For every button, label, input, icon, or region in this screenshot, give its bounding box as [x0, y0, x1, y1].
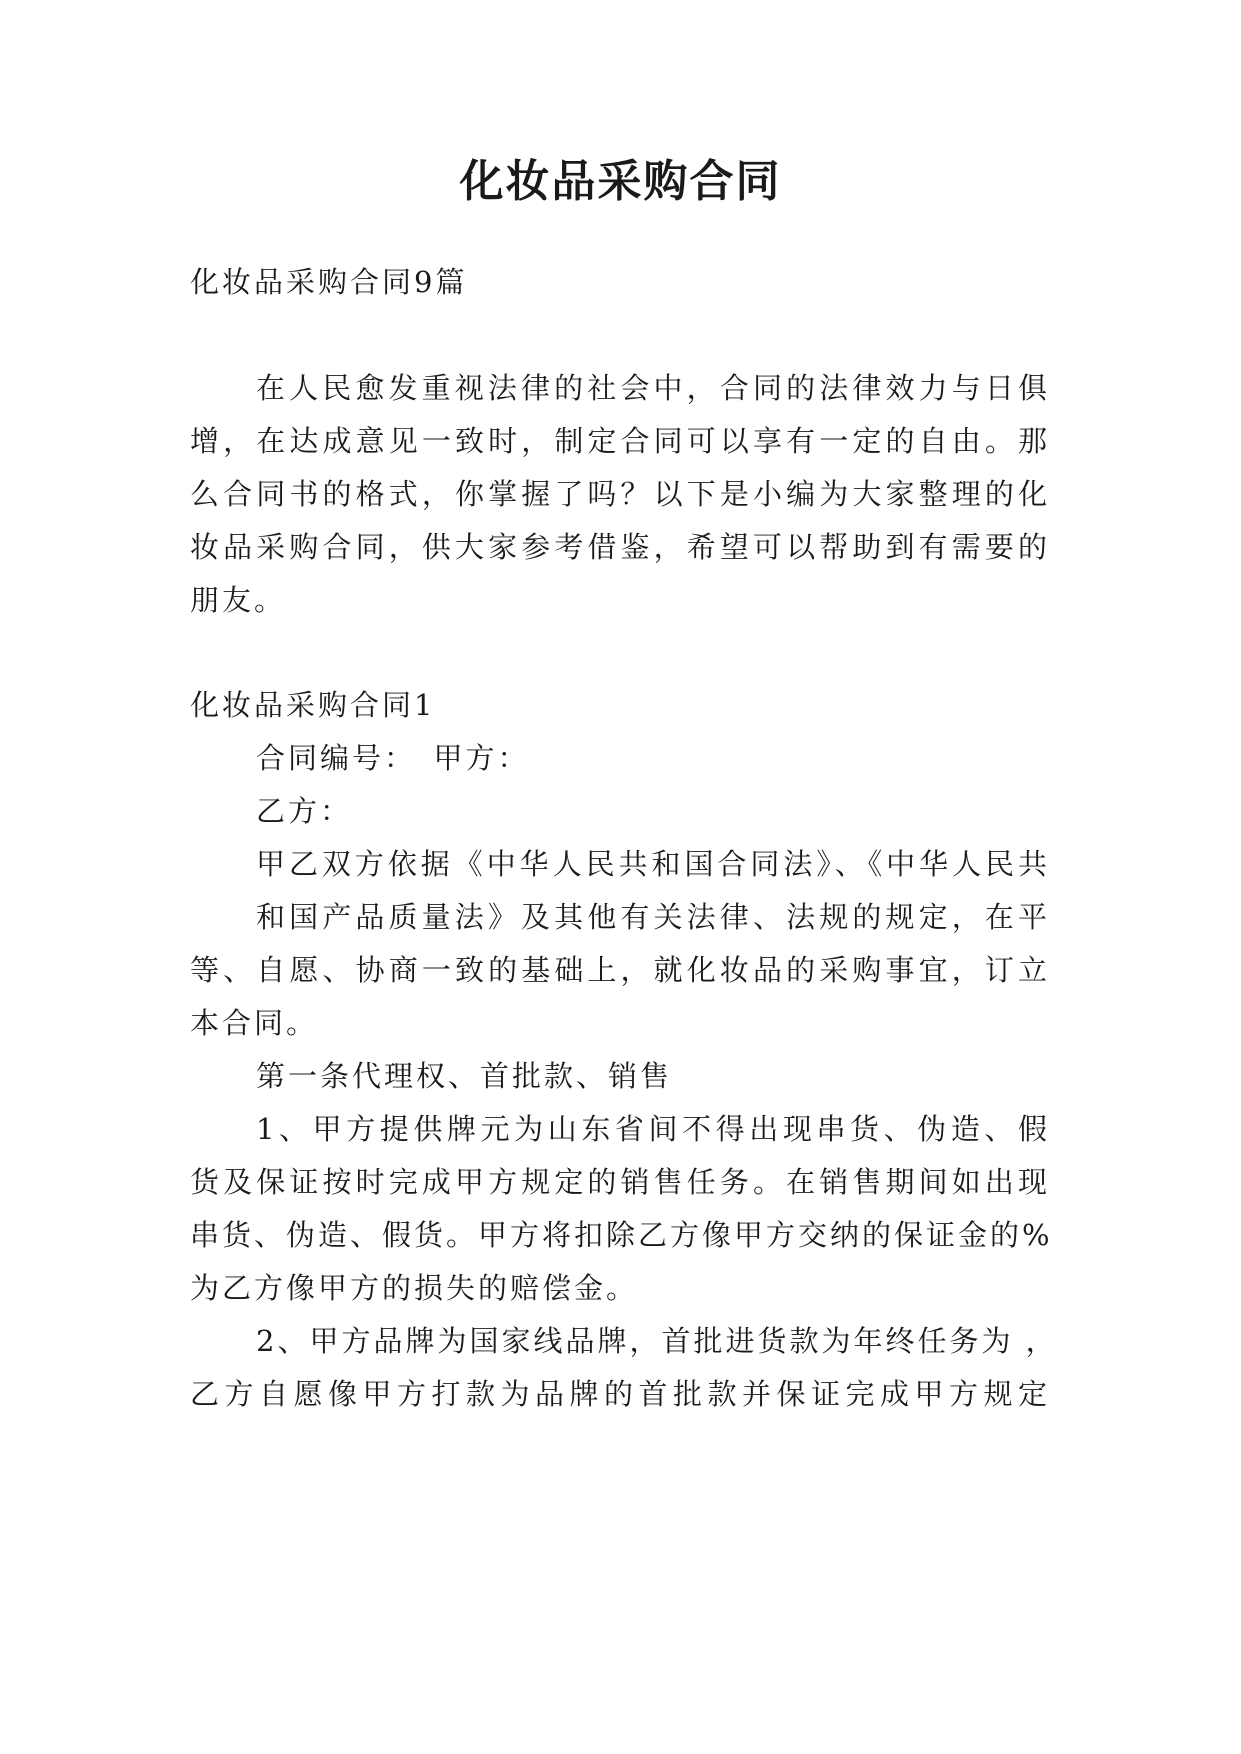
- clause-line: 乙方自愿像甲方打款为品牌的首批款并保证完成甲方规定: [190, 1377, 1050, 1411]
- basis-line: 等、自愿、协商一致的基础上，就化妆品的采购事宜，订立: [190, 953, 1050, 987]
- clause-line: 货及保证按时完成甲方规定的销售任务。在销售期间如出现: [190, 1165, 1050, 1199]
- intro-line: 朋友。: [190, 583, 287, 617]
- clause-line: 为乙方像甲方的损失的赔偿金。: [190, 1271, 639, 1305]
- section-heading: 化妆品采购合同1: [190, 688, 436, 722]
- clause-line: 串货、伪造、假货。甲方将扣除乙方像甲方交纳的保证金的%: [190, 1218, 1053, 1252]
- contract-number-line: 合同编号： 甲方：: [256, 741, 530, 775]
- document-subtitle: 化妆品采购合同9篇: [190, 265, 468, 299]
- clause-line: 1、甲方提供牌元为山东省间不得出现串货、伪造、假: [256, 1112, 1050, 1146]
- intro-line: 增，在达成意见一致时，制定合同可以享有一定的自由。那: [190, 424, 1050, 458]
- intro-line: 么合同书的格式，你掌握了吗？以下是小编为大家整理的化: [190, 477, 1050, 511]
- document-title: 化妆品采购合同: [459, 156, 782, 207]
- party-b-line: 乙方：: [256, 794, 353, 828]
- basis-line: 本合同。: [190, 1006, 319, 1040]
- article-heading: 第一条代理权、首批款、销售: [256, 1059, 673, 1093]
- basis-line: 甲乙双方依据《中华人民共和国合同法》、《中华人民共: [256, 847, 1050, 881]
- clause-line: 2、甲方品牌为国家线品牌，首批进货款为年终任务为 ，: [256, 1324, 1058, 1358]
- intro-line: 妆品采购合同，供大家参考借鉴，希望可以帮助到有需要的: [190, 530, 1050, 564]
- intro-line: 在人民愈发重视法律的社会中，合同的法律效力与日俱: [256, 371, 1050, 405]
- basis-line: 和国产品质量法》及其他有关法律、法规的规定，在平: [256, 900, 1050, 934]
